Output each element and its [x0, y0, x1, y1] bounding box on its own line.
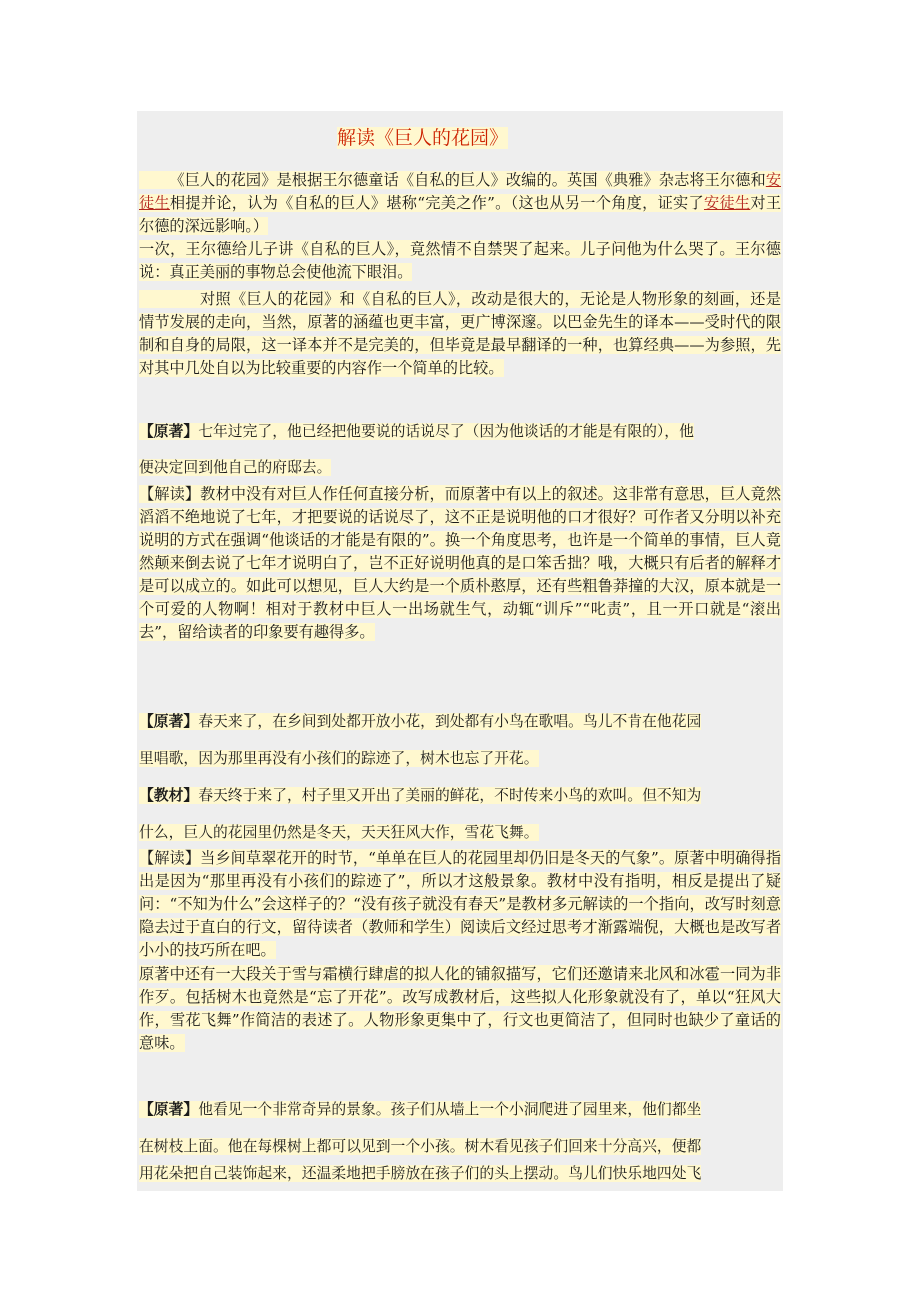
interpretation-label: 【解读】 — [139, 849, 201, 867]
original-label: 【原著】 — [139, 1101, 199, 1118]
intro-paragraph: 《巨人的花园》是根据王尔德童话《自私的巨人》改编的。英国《典雅》杂志将王尔德和安徒生相提并论，认为《自私的巨人》堪称“完美之作”。（这也从另一个角度，证实了安徒生对王尔德的深远影响。） — [139, 171, 782, 235]
original-text-line: 里唱歌，因为那里再没有小孩们的踪迹了，树木也忘了开花。 — [139, 750, 539, 767]
original-text-line: 【原著】他看见一个非常奇异的景象。孩子们从墙上一个小洞爬进了园里来，他们都坐 — [139, 1101, 702, 1118]
andersen-link[interactable]: 安徒生 — [703, 194, 751, 212]
document-page — [137, 111, 783, 1191]
interpretation-paragraph: 【解读】当乡间草翠花开的时节，“单单在巨人的花园里却仍旧是冬天的气象”。原著中明确得指出是因为“那里再没有小孩们的踪迹了”，所以才这般景象。教材中没有指明，相反是提出了疑问：“不知为什么”会这样子的？“没有孩子就没有春天”是教材多元解读的一个指向，改写时刻意隐去过于直白的行文，留待读者（教师和学生）阅读后文经过思考才渐露端倪，大概也是改写者小小的技巧所在吧。 — [139, 849, 782, 959]
original-label: 【原著】 — [139, 423, 199, 440]
anecdote-paragraph: 一次，王尔德给儿子讲《自私的巨人》，竟然情不自禁哭了起来。儿子问他为什么哭了。王尔德说：真正美丽的事物总会使他流下眼泪。 — [139, 240, 781, 281]
textbook-label: 【教材】 — [139, 787, 199, 804]
original-text-line: 【原著】七年过完了，他已经把他要说的话说尽了（因为他谈话的才能是有限的），他 — [139, 423, 694, 440]
interpretation-label: 【解读】 — [139, 485, 201, 503]
andersen-link[interactable]: 安徒生 — [139, 171, 781, 212]
original-text-line: 用花朵把自己装饰起来，还温柔地把手膀放在孩子们的头上摆动。鸟儿们快乐地四处飞 — [139, 1165, 702, 1182]
comparison-paragraph: 对照《巨人的花园》和《自私的巨人》，改动是很大的，无论是人物形象的刻画，还是情节发展的走向，当然，原著的涵蕴也更丰富，更广博深邃。以巴金先生的译本——受时代的限制和自身的局限，这一译本并不是完美的，但毕竟是最早翻译的一种，也算经典——为参照，先对其中几处自以为比较重要的内容作一个简单的比较。 — [139, 290, 781, 377]
original-text-line: 【原著】春天来了，在乡间到处都开放小花，到处都有小鸟在歌唱。鸟儿不肯在他花园 — [139, 713, 702, 730]
textbook-text-line: 什么，巨人的花园里仍然是冬天，天天狂风大作，雪花飞舞。 — [139, 824, 539, 841]
original-label: 【原著】 — [139, 713, 199, 730]
original-text-line: 便决定回到他自己的府邸去。 — [139, 459, 332, 476]
textbook-text-line: 【教材】春天终于来了，村子里又开出了美丽的鲜花，不时传来小鸟的欢叫。但不知为 — [139, 787, 702, 804]
interpretation-paragraph: 【解读】教材中没有对巨人作任何直接分析，而原著中有以上的叙述。这非常有意思，巨人竟然滔滔不绝地说了七年，才把要说的话说尽了，这不正是说明他的口才很好？可作者又分明以补充说明的方式在强调“他谈话的才能是有限的”。换一个角度思考，也许是一个简单的事情，巨人竟然颠来倒去说了七年才说明白了，岂不正好说明他真的是口笨舌拙？哦，大概只有后者的解释才是可以成立的。如此可以想见，巨人大约是一个质朴憨厚，还有些粗鲁莽撞的大汉，原本就是一个可爱的人物啊！相对于教材中巨人一出场就生气，动辄“训斥”“叱责”，且一开口就是“滚出去”，留给读者的印象要有趣得多。 — [139, 485, 782, 641]
document-title: 解读《巨人的花园》 — [337, 127, 509, 149]
original-text-line: 在树枝上面。他在每棵树上都可以见到一个小孩。树木看见孩子们回来十分高兴，便都 — [139, 1138, 702, 1155]
original-extra-paragraph: 原著中还有一大段关于雪与霜横行肆虐的拟人化的铺叙描写，它们还邀请来北风和冰雹一同为非作歹。包括树木也竟然是“忘了开花”。改写成教材后，这些拟人化形象就没有了，单以“狂风大作，雪花飞舞”作简洁的表述了。人物形象更集中了，行文也更简洁了，但同时也缺少了童话的意味。 — [139, 965, 781, 1052]
